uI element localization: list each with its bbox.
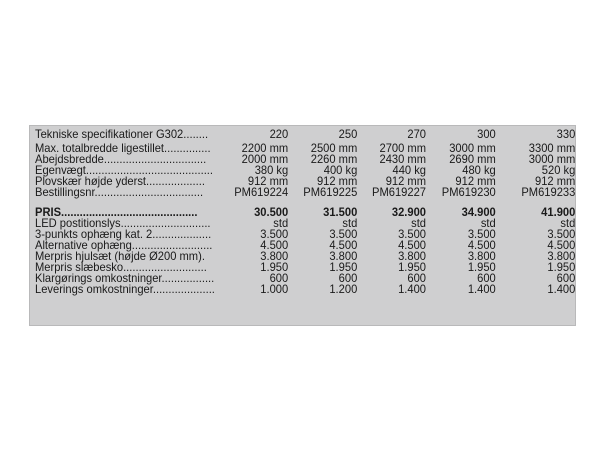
value-cell: 520 kg xyxy=(541,162,575,177)
value-cell: 1.950 xyxy=(398,259,426,274)
label-leader-dots: .................... xyxy=(152,281,215,296)
row-label xyxy=(35,281,215,296)
value-cell: 3.800 xyxy=(398,249,426,264)
label-text: 3-punkts ophæng kat. 2 xyxy=(35,227,153,242)
value-cell: 1.950 xyxy=(547,259,575,274)
value-cell: std xyxy=(560,216,575,231)
value-cell: 912 mm xyxy=(316,173,357,188)
value-cell: 2700 mm xyxy=(379,140,426,155)
value-cell: 4.500 xyxy=(467,238,496,253)
value-cell: 3.800 xyxy=(547,249,575,264)
value-cell: 1.950 xyxy=(328,259,357,274)
value-cell: 270 xyxy=(407,127,426,141)
label-leader-dots: .......................... xyxy=(131,238,213,253)
spec-table xyxy=(35,129,575,295)
value-cell: 3.500 xyxy=(398,227,426,242)
value-cell: 380 kg xyxy=(255,162,289,177)
value-cell: PM619230 xyxy=(441,184,496,199)
value-cell: 3.500 xyxy=(328,227,357,242)
label-leader-dots: ................................. xyxy=(103,151,207,166)
value-cell: 1.000 xyxy=(260,281,289,296)
label-text: Bestillingsnr xyxy=(35,184,95,199)
spec-row xyxy=(35,187,575,198)
value-cell: 600 xyxy=(477,270,496,285)
value-cell: 912 mm xyxy=(385,173,426,188)
label-leader-dots: ............................................ xyxy=(61,205,198,220)
value-cell: 3.500 xyxy=(547,227,575,242)
value-cell: 600 xyxy=(338,270,357,285)
label-leader-dots: ............................. xyxy=(120,216,211,231)
value-cell: 3300 mm xyxy=(528,140,575,155)
label-leader-dots: ........................... xyxy=(123,259,207,274)
value-cell: 2260 mm xyxy=(310,151,357,166)
value-cell: 30.500 xyxy=(254,205,289,220)
option-row xyxy=(35,284,575,295)
value-cell: 2430 mm xyxy=(379,151,426,166)
value-cell: 600 xyxy=(556,270,575,285)
label-leader-dots: . xyxy=(201,249,205,264)
label-text: Alternative ophæng xyxy=(35,238,132,253)
value-cell: 400 kg xyxy=(323,162,357,177)
value-cell: std xyxy=(480,216,496,231)
value-cell: 4.500 xyxy=(260,238,289,253)
value-cell: 3000 mm xyxy=(449,140,496,155)
value-cell: 3000 mm xyxy=(528,151,575,166)
value-cell: 32.900 xyxy=(391,205,426,220)
value-cell: 2690 mm xyxy=(449,151,496,166)
value-cell: 1.400 xyxy=(547,281,575,296)
label-text: Klargørings omkostninger xyxy=(35,270,162,285)
value-cell: 2200 mm xyxy=(242,140,289,155)
value-cell: 1.950 xyxy=(260,259,289,274)
label-text: Plovskær højde yderst xyxy=(35,173,147,188)
value-cell: 34.900 xyxy=(461,205,496,220)
label-text: Egenvægt xyxy=(35,162,86,177)
value-cell: 1.200 xyxy=(328,281,357,296)
value-cell: std xyxy=(411,216,426,231)
label-text: PRIS xyxy=(35,205,62,220)
value-cell: 600 xyxy=(270,270,289,285)
label-text: Merpris slæbesko xyxy=(35,259,124,274)
value-cell: PM619225 xyxy=(302,184,357,199)
label-text: Max. totalbredde ligestillet xyxy=(35,140,165,155)
label-text: LED postitionslys xyxy=(35,216,121,231)
value-cell: 4.500 xyxy=(398,238,426,253)
label-leader-dots: ........ xyxy=(183,127,209,141)
label-leader-dots: ......................................... xyxy=(85,162,214,177)
value-cell: 1.950 xyxy=(467,259,496,274)
row-label xyxy=(35,184,215,199)
label-leader-dots: ................. xyxy=(161,270,215,285)
value-cell: 31.500 xyxy=(322,205,357,220)
value-cell: 4.500 xyxy=(328,238,357,253)
value-cell: 912 mm xyxy=(248,173,289,188)
value-cell: PM619224 xyxy=(234,184,289,199)
label-leader-dots: ............... xyxy=(164,140,211,155)
spec-panel xyxy=(29,125,576,326)
value-cell: PM619227 xyxy=(371,184,426,199)
label-text: Leverings omkostninger xyxy=(35,281,153,296)
value-cell: 4.500 xyxy=(547,238,575,253)
value-cell: 2000 mm xyxy=(242,151,289,166)
value-cell: 912 mm xyxy=(455,173,496,188)
value-cell: 300 xyxy=(477,127,496,141)
label-leader-dots: ................... xyxy=(152,227,212,242)
value-cell: 1.400 xyxy=(398,281,426,296)
label-text: Merpris hjulsæt (højde Ø200 mm) xyxy=(35,249,202,264)
value-cell: 3.800 xyxy=(328,249,357,264)
value-cell: 220 xyxy=(270,127,289,141)
label-leader-dots: ................................... xyxy=(94,184,204,199)
value-cell: 3.500 xyxy=(467,227,496,242)
value-cell: std xyxy=(342,216,357,231)
value-cell: PM619233 xyxy=(521,184,575,199)
label-text: Abejdsbredde xyxy=(35,151,104,166)
value-cell: 600 xyxy=(407,270,426,285)
value-cell: 330 xyxy=(556,127,575,141)
value-cell: 1.400 xyxy=(467,281,496,296)
value-cell: 250 xyxy=(338,127,357,141)
value-cell: 3.800 xyxy=(467,249,496,264)
value-cell: 440 kg xyxy=(392,162,426,177)
value-cell: 3.500 xyxy=(260,227,289,242)
value-cell: std xyxy=(273,216,289,231)
label-text: Tekniske specifikationer G302 xyxy=(35,127,184,141)
value-cell: 912 mm xyxy=(534,173,575,188)
value-cell: 2500 mm xyxy=(310,140,357,155)
value-cell: 41.900 xyxy=(540,205,575,220)
label-leader-dots: ................... xyxy=(146,173,205,188)
value-cell: 480 kg xyxy=(462,162,496,177)
value-cell: 3.800 xyxy=(260,249,289,264)
